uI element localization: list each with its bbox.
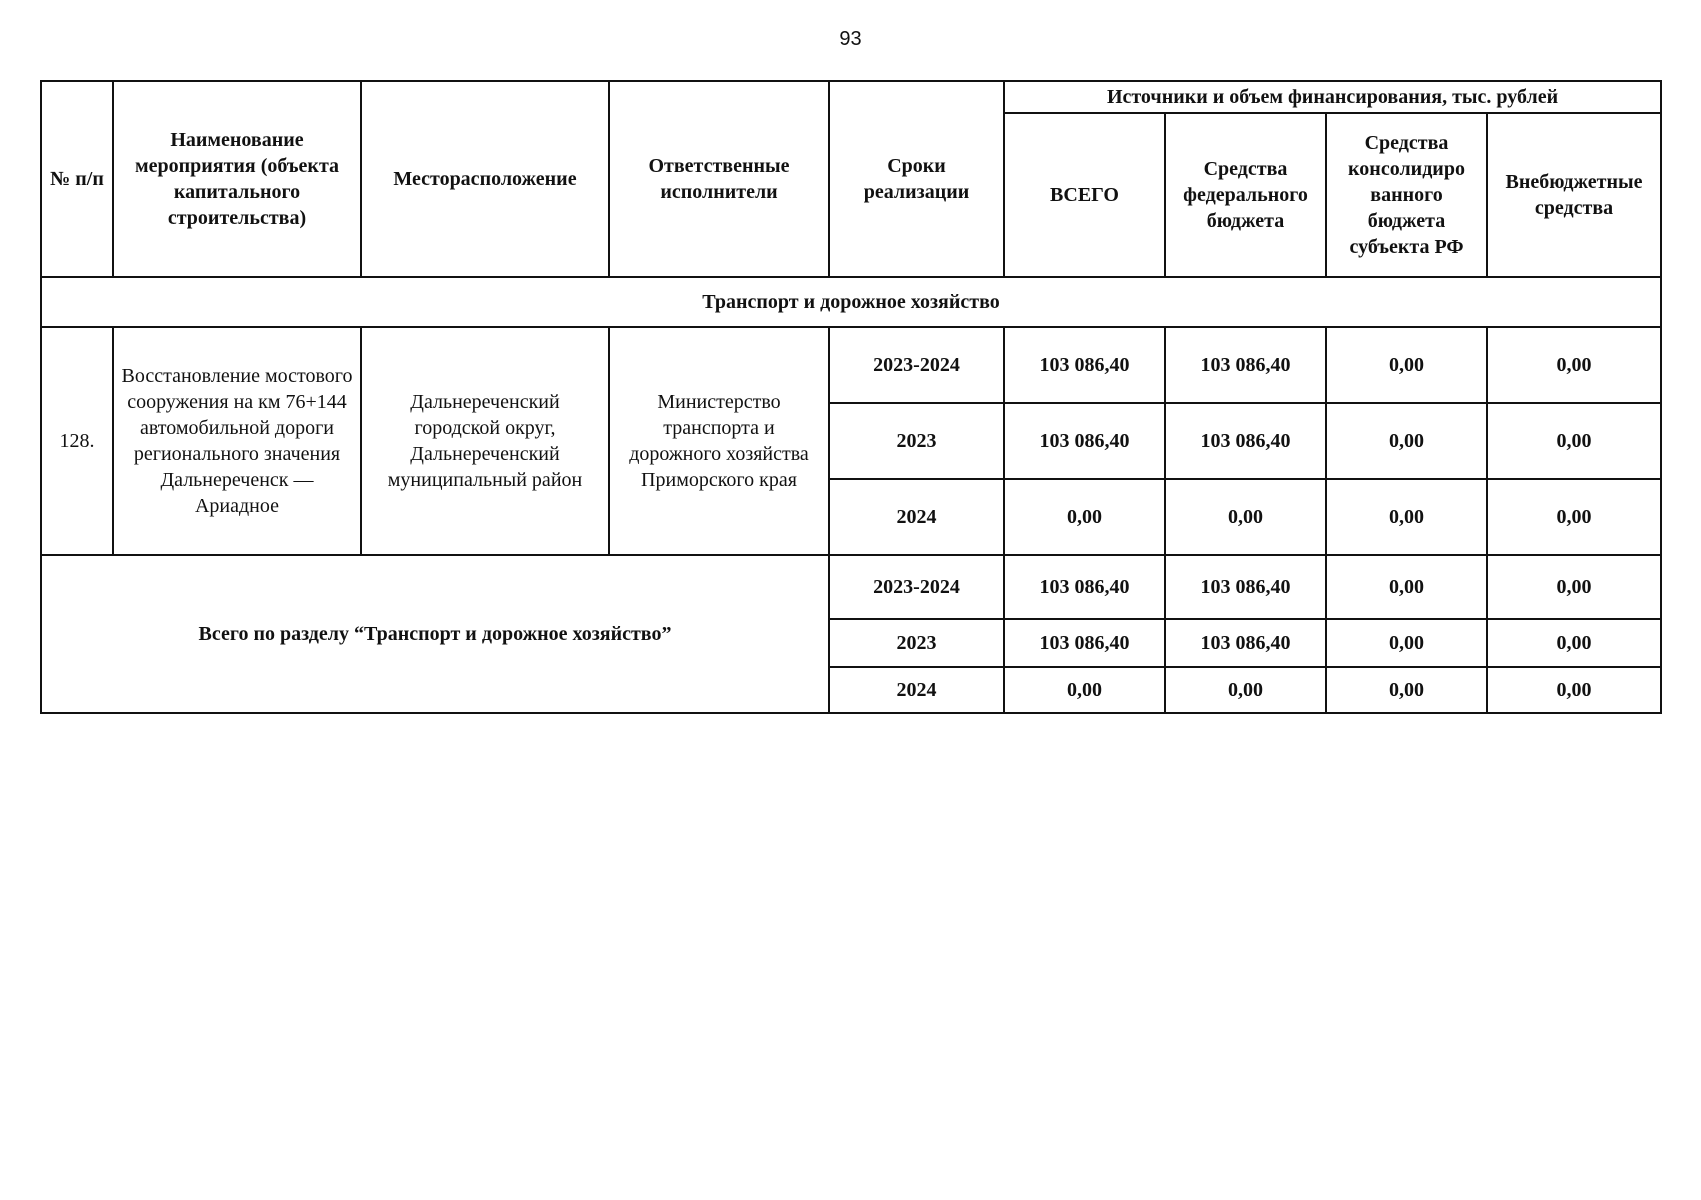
summary-federal: 0,00	[1165, 667, 1326, 713]
item-total: 0,00	[1004, 479, 1165, 555]
summary-label: Всего по разделу “Транспорт и дорожное хозяйство”	[41, 555, 829, 713]
header-row-1	[41, 81, 1661, 113]
summary-total: 0,00	[1004, 667, 1165, 713]
item-federal: 103 086,40	[1165, 403, 1326, 479]
header-name: Наименование мероприятия (объекта капитального строительства)	[113, 81, 361, 277]
section-row	[41, 277, 1661, 327]
item-extrabudget: 0,00	[1487, 479, 1661, 555]
item-location: Дальнереченский городской округ, Дальнереченский муниципальный район	[361, 327, 609, 555]
summary-consolidated: 0,00	[1326, 555, 1487, 619]
summary-period: 2023-2024	[829, 555, 1004, 619]
item-period: 2024	[829, 479, 1004, 555]
item-federal: 103 086,40	[1165, 327, 1326, 403]
item-period: 2023-2024	[829, 327, 1004, 403]
summary-period: 2024	[829, 667, 1004, 713]
item-total: 103 086,40	[1004, 327, 1165, 403]
item-consolidated: 0,00	[1326, 479, 1487, 555]
header-federal: Средства федерального бюджета	[1165, 113, 1326, 277]
header-consolidated: Средства консолидиро ванного бюджета субъекта РФ	[1326, 113, 1487, 277]
summary-federal: 103 086,40	[1165, 555, 1326, 619]
summary-extrabudget: 0,00	[1487, 555, 1661, 619]
financing-table	[40, 80, 1662, 714]
item-total: 103 086,40	[1004, 403, 1165, 479]
item-consolidated: 0,00	[1326, 327, 1487, 403]
item-row	[41, 327, 1661, 403]
header-total: ВСЕГО	[1004, 113, 1165, 277]
section-title: Транспорт и дорожное хозяйство	[41, 277, 1661, 327]
summary-extrabudget: 0,00	[1487, 619, 1661, 667]
header-location: Месторасположение	[361, 81, 609, 277]
header-num: № п/п	[41, 81, 113, 277]
header-responsible: Ответственные исполнители	[609, 81, 829, 277]
item-period: 2023	[829, 403, 1004, 479]
item-name: Восстановление мостового сооружения на км 76+144 автомобильной дороги регионального значения Дальнереченск — Ариадное	[113, 327, 361, 555]
summary-consolidated: 0,00	[1326, 619, 1487, 667]
summary-row	[41, 555, 1661, 619]
page-number: 93	[839, 28, 862, 50]
item-responsible: Министерство транспорта и дорожного хозяйства Приморского края	[609, 327, 829, 555]
summary-period: 2023	[829, 619, 1004, 667]
summary-total: 103 086,40	[1004, 619, 1165, 667]
header-terms: Сроки реализации	[829, 81, 1004, 277]
summary-federal: 103 086,40	[1165, 619, 1326, 667]
summary-extrabudget: 0,00	[1487, 667, 1661, 713]
item-consolidated: 0,00	[1326, 403, 1487, 479]
item-num: 128.	[41, 327, 113, 555]
item-extrabudget: 0,00	[1487, 327, 1661, 403]
item-extrabudget: 0,00	[1487, 403, 1661, 479]
header-extrabudget: Внебюджетные средства	[1487, 113, 1661, 277]
header-funding-group: Источники и объем финансирования, тыс. рублей	[1004, 81, 1661, 113]
item-federal: 0,00	[1165, 479, 1326, 555]
summary-total: 103 086,40	[1004, 555, 1165, 619]
summary-consolidated: 0,00	[1326, 667, 1487, 713]
